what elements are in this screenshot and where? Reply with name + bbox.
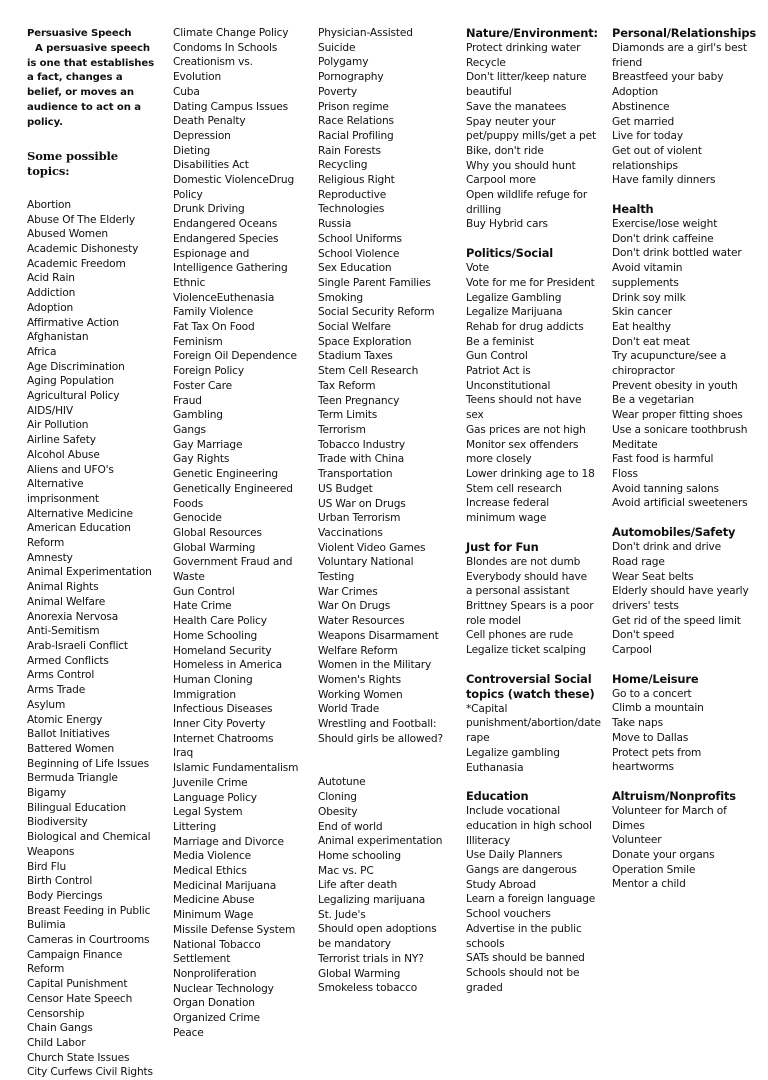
topic-item: Aliens and UFO's [27, 463, 114, 476]
topic-item: Endangered Species [173, 232, 279, 245]
topic-item: *Capital punishment/abortion/date rape [466, 702, 601, 745]
topic-item: St. Jude's [318, 908, 366, 921]
topic-item: Road rage [612, 555, 665, 568]
topic-item: Cloning [318, 791, 357, 804]
topic-item: Abstinence [612, 100, 670, 113]
topic-item: Organ Donation [173, 997, 255, 1010]
topic-item: Arms Control [27, 669, 95, 682]
topic-item: Euthanasia [466, 761, 524, 774]
topic-item: Include vocational education in high school [466, 805, 592, 832]
category-section [612, 26, 756, 188]
topic-item: World Trade [318, 703, 380, 716]
topic-item: Inner City Poverty [173, 718, 266, 731]
topic-item: Arms Trade [27, 684, 86, 697]
topic-item: Fast food is harmful [612, 453, 714, 466]
topic-item: Dieting [173, 144, 211, 157]
topic-item: Racial Profiling [318, 129, 394, 142]
topic-item: Women's Rights [318, 673, 402, 686]
category-title: Altruism/Nonprofits [612, 788, 736, 803]
topic-item: Welfare Reform [318, 644, 398, 657]
topic-item: Get married [612, 115, 675, 128]
topic-item: Gambling [173, 409, 223, 422]
topic-item: Get out of violent relationships [612, 144, 702, 172]
topic-item: Diamonds are a girl's best friend [612, 42, 747, 69]
topic-item: Volunteer [612, 834, 662, 847]
category-section [466, 671, 601, 776]
topic-item: Iraq [173, 747, 194, 760]
topic-item: War On Drugs [318, 600, 391, 613]
topic-item: Abuse Of The Elderly [27, 213, 136, 226]
topic-item: Avoid vitamin supplements [612, 262, 683, 289]
topic-item: Climate Change Policy [173, 27, 289, 39]
topic-item: Islamic Fundamentalism [173, 762, 299, 775]
topic-item: Endangered Oceans [173, 218, 278, 231]
topic-item: Dating Campus Issues [173, 100, 289, 113]
topic-item: Legalizing marijuana [318, 894, 426, 907]
topic-item: Nuclear Technology [173, 982, 274, 995]
topic-item: Exercise/lose weight [612, 218, 718, 231]
topic-item: Birth Control [27, 875, 93, 888]
topic-item: Obesity [318, 805, 358, 818]
topic-item: Polygamy [318, 56, 369, 69]
topic-item: Peace [173, 1026, 204, 1039]
topic-item: City Curfews Civil Rights [27, 1066, 153, 1079]
topic-item: Rain Forests [318, 144, 381, 157]
topic-item: Government Fraud and Waste [173, 556, 293, 584]
topic-item: Russia [318, 218, 352, 231]
topic-item: Teens should not have sex [466, 394, 582, 422]
topic-item: Animal Welfare [27, 595, 106, 608]
topic-item: Creationism vs. Evolution [173, 56, 253, 84]
topic-item: Gas prices are not high [466, 423, 586, 436]
category-section [612, 672, 752, 775]
topic-item: Breastfeed your baby [612, 71, 724, 84]
topic-item: American Education Reform [27, 522, 131, 550]
topic-item: Abortion [27, 198, 71, 211]
topic-item: Child Labor [27, 1036, 86, 1049]
topic-item: Acid Rain [27, 272, 75, 285]
topic-item: Depression [173, 129, 231, 142]
topic-item: Hate Crime [173, 600, 232, 613]
topic-item: Poverty [318, 85, 358, 98]
topic-item: School vouchers [466, 908, 551, 921]
topic-item: School Uniforms [318, 232, 402, 245]
topic-item: Why you should hunt [466, 159, 576, 172]
topic-item: Avoid tanning salons [612, 482, 719, 495]
topic-item: Elderly should have yearly drivers' tests [612, 585, 749, 612]
topic-item: Carpool [612, 644, 652, 657]
column-5 [612, 26, 756, 906]
topic-item: Space Exploration [318, 335, 412, 348]
topic-item: Single Parent Families [318, 276, 431, 289]
category-section [466, 246, 596, 526]
topic-item: Genetically Engineered Foods [173, 482, 293, 510]
topic-item: Fat Tax On Food [173, 321, 255, 334]
topic-item: Use Daily Planners [466, 849, 563, 862]
topic-item: Volunteer for March of Dimes [612, 804, 727, 832]
topic-item: Language Policy [173, 791, 257, 804]
topic-item: Academic Dishonesty [27, 243, 139, 255]
topic-item: Fraud [173, 394, 202, 407]
topic-item: Blondes are not dumb [466, 555, 581, 568]
topic-item: Smokeless tobacco [318, 982, 418, 995]
topic-item: Internet Chatrooms [173, 732, 274, 745]
topic-item: Afghanistan [27, 331, 89, 344]
topic-item: Global Resources [173, 526, 262, 539]
topic-item: Stem cell research [466, 482, 562, 495]
topic-item: Social Security Reform [318, 306, 435, 319]
topic-item: Terrorism [318, 423, 366, 436]
topic-item: Animal Experimentation [27, 566, 152, 579]
topic-item: Bermuda Triangle [27, 772, 118, 785]
topic-item: Tobacco Industry [318, 438, 406, 451]
topic-item: Biological and Chemical Weapons [27, 831, 151, 858]
topic-item: Don't drink caffeine [612, 232, 714, 245]
topic-item: Organized Crime [173, 1012, 260, 1025]
topic-item: Avoid artificial sweeteners [612, 497, 748, 510]
topic-item: Study Abroad [466, 878, 536, 891]
topic-item: Religious Right [318, 174, 395, 187]
topic-item: Air Pollution [27, 419, 89, 432]
topic-item: Beginning of Life Issues [27, 757, 149, 770]
topic-item: Legalize Marijuana [466, 306, 563, 319]
topic-item: Gangs are dangerous [466, 864, 577, 877]
topic-item: Armed Conflicts [27, 654, 109, 667]
topic-item: Violent Video Games [318, 541, 426, 554]
topic-item: Prison regime [318, 100, 389, 113]
topic-item: Chain Gangs [27, 1022, 93, 1035]
category-title: Politics/Social [466, 246, 554, 261]
topic-item: Global Warming [318, 967, 401, 980]
topic-item: Patriot Act is Unconstitutional [466, 365, 551, 392]
topic-item: National Tobacco Settlement [173, 938, 261, 966]
topic-list-3b [318, 775, 450, 996]
topic-item: Espionage and Intelligence Gathering [173, 247, 288, 275]
category-sections-4 [466, 26, 601, 995]
topic-item: Should open adoptions be mandatory [318, 923, 437, 951]
topics-subheading: Some possible topics: [27, 149, 119, 179]
topic-item: Stem Cell Research [318, 365, 419, 378]
topic-item: Global Warming [173, 541, 256, 554]
topic-item: Skin cancer [612, 306, 672, 319]
topic-item: Homeless in America [173, 659, 283, 672]
topic-item: US War on Drugs [318, 497, 406, 510]
topic-item: Prevent obesity in youth [612, 379, 738, 392]
topic-item: Aging Population [27, 375, 114, 388]
topic-item: Wear proper fitting shoes [612, 409, 743, 422]
topic-item: AIDS/HIV [27, 404, 73, 417]
topic-item: Don't litter/keep nature beautiful [466, 71, 587, 99]
topic-item: Urban Terrorism [318, 512, 401, 525]
topic-item: Race Relations [318, 115, 394, 128]
topic-item: Homeland Security [173, 644, 272, 657]
topic-item: Legalize ticket scalping [466, 644, 586, 657]
topic-item: Gangs [173, 423, 206, 436]
topic-item: Schools should not be graded [466, 966, 580, 994]
topic-item: Adoption [27, 301, 74, 314]
topic-item: Medical Ethics [173, 865, 247, 878]
topic-item: Condoms In Schools [173, 41, 278, 54]
topic-item: Protect pets from heartworms [612, 746, 702, 774]
topic-item: Recycling [318, 159, 368, 172]
topic-item: Ethnic ViolenceEuthenasia [173, 276, 275, 304]
topic-item: Weapons Disarmament [318, 629, 439, 642]
topic-item: Family Violence [173, 306, 254, 319]
topic-item: Anorexia Nervosa [27, 610, 119, 623]
topic-item: Don't drink and drive [612, 541, 721, 554]
topic-item: Minimum Wage [173, 909, 254, 922]
topic-item: Water Resources [318, 615, 405, 628]
topic-item: Infectious Diseases [173, 703, 273, 716]
topic-item: Human Cloning [173, 673, 253, 686]
category-section [612, 202, 752, 511]
topic-item: Bilingual Education [27, 801, 126, 814]
topic-item: Cell phones are rude [466, 629, 574, 642]
topic-item: Rehab for drug addicts [466, 320, 584, 333]
topic-item: Bigamy [27, 787, 67, 800]
category-title: Controversial Social topics (watch these) [466, 671, 595, 701]
topic-item: Age Discrimination [27, 360, 125, 373]
topic-item: Life after death [318, 879, 398, 892]
topic-item: Be a vegetarian [612, 394, 694, 407]
topic-item: Legalize Gambling [466, 291, 562, 304]
topic-item: Term Limits [318, 409, 378, 422]
topic-item: Mentor a child [612, 878, 686, 891]
category-sections-5 [612, 26, 756, 892]
topic-item: Smoking [318, 291, 363, 304]
topic-item: Teen Pregnancy [318, 394, 400, 407]
topic-list-2 [173, 26, 303, 1041]
category-title: Home/Leisure [612, 671, 699, 686]
topic-item: Disabilities Act [173, 159, 249, 172]
topic-item: Go to a concert [612, 687, 692, 700]
topic-item: Gay Marriage [173, 438, 243, 451]
topic-item: Health Care Policy [173, 615, 267, 628]
topic-item: Working Women [318, 688, 403, 701]
topic-item: Addiction [27, 287, 76, 300]
topic-item: Battered Women [27, 742, 115, 755]
topic-item: Move to Dallas [612, 731, 689, 744]
topic-item: School Violence [318, 247, 400, 260]
topic-item: Pornography [318, 71, 384, 84]
category-section [612, 789, 752, 892]
topic-item: Increase federal minimum wage [466, 497, 550, 525]
category-title: Health [612, 202, 654, 217]
topic-item: Immigration [173, 688, 236, 701]
topic-item: War Crimes [318, 585, 378, 598]
topic-item: Asylum [27, 698, 66, 711]
topic-item: Anti-Semitism [27, 625, 100, 638]
topic-item: Vote [466, 262, 489, 275]
topic-item: Meditate [612, 438, 658, 451]
topic-item: Abused Women [27, 228, 108, 241]
topic-item: Church State Issues [27, 1051, 130, 1064]
topic-item: Learn a foreign language [466, 893, 596, 906]
topic-item: Body Piercings [27, 889, 103, 902]
topic-item: Genocide [173, 512, 222, 525]
topic-item: Foreign Policy [173, 365, 244, 378]
topic-item: Arab-Israeli Conflict [27, 639, 128, 652]
topic-item: End of world [318, 820, 383, 833]
topic-item: Marriage and Divorce [173, 835, 284, 848]
topic-item: Littering [173, 820, 217, 833]
topic-item: Bike, don't ride [466, 144, 544, 157]
topic-item: Breast Feeding in Public [27, 904, 151, 917]
topic-item: Trade with China [318, 453, 405, 466]
topic-item: Climb a mountain [612, 702, 704, 715]
topic-item: Voluntary National Testing [318, 556, 414, 584]
topic-item: Open wildlife refuge for drilling [466, 189, 588, 216]
topic-item: US Budget [318, 482, 373, 495]
topic-item: Everybody should have a personal assistant [466, 570, 587, 598]
topic-item: Be a feminist [466, 335, 534, 348]
topic-item: Vaccinations [318, 526, 383, 539]
topic-item: Censorship [27, 1007, 85, 1020]
topic-item: Alternative imprisonment [27, 478, 99, 505]
topic-item: Autotune [318, 776, 366, 789]
topic-item: Monitor sex offenders more closely [466, 438, 579, 466]
topic-item: Wear Seat belts [612, 570, 694, 583]
topic-item: Gun Control [173, 585, 235, 598]
column-1 [27, 26, 155, 1080]
topic-item: Get rid of the speed limit [612, 614, 741, 627]
topic-item: Legal System [173, 806, 243, 819]
topic-item: Bulimia [27, 919, 66, 932]
topic-item: Atomic Energy [27, 713, 103, 726]
topic-item: Donate your organs [612, 849, 715, 862]
topic-item: Drink soy milk [612, 291, 686, 304]
topic-item: Don't eat meat [612, 335, 690, 348]
column-3 [318, 26, 450, 996]
intro-description: A persuasive speech is one that establishes a fact, changes a belief, or moves an audience to act on a policy. [27, 42, 155, 128]
topic-item: Home schooling [318, 849, 401, 862]
topic-item: Carpool more [466, 174, 536, 187]
topic-item: Genetic Engineering [173, 468, 278, 481]
topic-item: Illiteracy [466, 834, 511, 847]
topic-item: Lower drinking age to 18 [466, 467, 595, 480]
list-gap [318, 746, 450, 775]
topic-item: Ballot Initiatives [27, 728, 110, 741]
topic-item: Biodiversity [27, 816, 88, 829]
topic-item: Reproductive Technologies [318, 188, 387, 216]
topic-item: Cuba [173, 85, 200, 98]
topic-item: Floss [612, 467, 638, 480]
topic-item: Airline Safety [27, 434, 96, 447]
topic-item: Nonproliferation [173, 968, 257, 980]
topic-item: Wrestling and Football: Should girls be allowed? [318, 718, 443, 745]
topic-item: Protect drinking water [466, 42, 581, 54]
intro-title: Persuasive Speech [27, 28, 132, 39]
topic-item: Buy Hybrid cars [466, 218, 548, 231]
topic-item: Vote for me for President [466, 276, 595, 289]
topic-item: Stadium Taxes [318, 350, 393, 363]
topic-item: Alcohol Abuse [27, 448, 100, 461]
topic-item: Adoption [612, 86, 659, 99]
category-section [466, 26, 596, 232]
topic-item: Animal Rights [27, 581, 99, 594]
topic-list-1 [27, 198, 155, 1080]
topic-item: Africa [27, 345, 57, 358]
category-section [466, 789, 596, 995]
topic-item: Sex Education [318, 262, 392, 275]
topic-item: Tax Reform [318, 379, 376, 392]
category-title: Automobiles/Safety [612, 525, 736, 540]
topic-item: Medicine Abuse [173, 894, 255, 907]
column-4 [466, 26, 601, 1009]
topic-item: Terrorist trials in NY? [318, 952, 424, 965]
topic-item: Capital Punishment [27, 978, 128, 991]
topic-item: Advertise in the public schools [466, 922, 582, 950]
topic-item: Live for today [612, 130, 683, 143]
topic-item: Animal experimentation [318, 835, 443, 848]
topic-item: Legalize gambling [466, 746, 560, 759]
topic-item: Have family dinners [612, 174, 716, 187]
topic-item: Bird Flu [27, 860, 67, 873]
category-title: Education [466, 789, 529, 804]
category-title: Nature/Environment: [466, 26, 598, 40]
topic-item: Save the manatees [466, 100, 567, 113]
topic-item: SATs should be banned [466, 952, 585, 965]
topic-item: Death Penalty [173, 115, 246, 128]
topic-item: Domestic ViolenceDrug Policy [173, 174, 295, 201]
topic-item: Women in the Military [318, 659, 432, 672]
topic-item: Foreign Oil Dependence [173, 350, 297, 363]
topic-item: Cameras in Courtrooms [27, 934, 150, 947]
topic-item: Media Violence [173, 850, 252, 863]
topic-item: Campaign Finance Reform [27, 948, 123, 976]
topic-item: Amnesty [27, 551, 73, 564]
topic-item: Operation Smile [612, 863, 696, 876]
topic-item: Take naps [612, 717, 663, 730]
topic-item: Affirmative Action [27, 316, 119, 329]
topic-item: Gun Control [466, 350, 528, 363]
topic-item: Try acupuncture/see a chiropractor [612, 350, 727, 378]
topic-item: Use a sonicare toothbrush [612, 423, 748, 436]
topic-item: Alternative Medicine [27, 507, 133, 520]
topic-item: Don't speed [612, 629, 675, 642]
category-title: Just for Fun [466, 539, 539, 554]
topic-item: Agricultural Policy [27, 390, 120, 403]
topic-item: Drunk Driving [173, 203, 245, 216]
column-2 [173, 26, 303, 1041]
topic-item: Recycle [466, 56, 506, 69]
category-section [466, 540, 596, 658]
topic-item: Mac vs. PC [318, 864, 374, 877]
topic-item: Spay neuter your pet/puppy mills/get a pet [466, 115, 596, 143]
topic-item: Physician-Assisted Suicide [318, 27, 413, 54]
topic-item: Missile Defense System [173, 923, 296, 936]
topic-item: Medicinal Marijuana [173, 879, 277, 892]
topic-item: Censor Hate Speech [27, 992, 133, 1005]
topic-item: Eat healthy [612, 320, 671, 333]
topic-item: Feminism [173, 335, 223, 348]
topic-item: Transportation [318, 468, 393, 481]
topic-item: Brittney Spears is a poor role model [466, 599, 594, 627]
category-section [612, 525, 752, 658]
topic-item: Don't drink bottled water [612, 247, 742, 260]
topic-list-3 [318, 26, 450, 746]
topic-item: Juvenile Crime [173, 776, 248, 789]
topic-item: Gay Rights [173, 453, 230, 466]
topic-item: Home Schooling [173, 629, 258, 642]
topic-item: Foster Care [173, 379, 232, 392]
topic-item: Social Welfare [318, 321, 391, 334]
topic-item: Academic Freedom [27, 257, 126, 270]
category-title: Personal/Relationships [612, 26, 756, 40]
